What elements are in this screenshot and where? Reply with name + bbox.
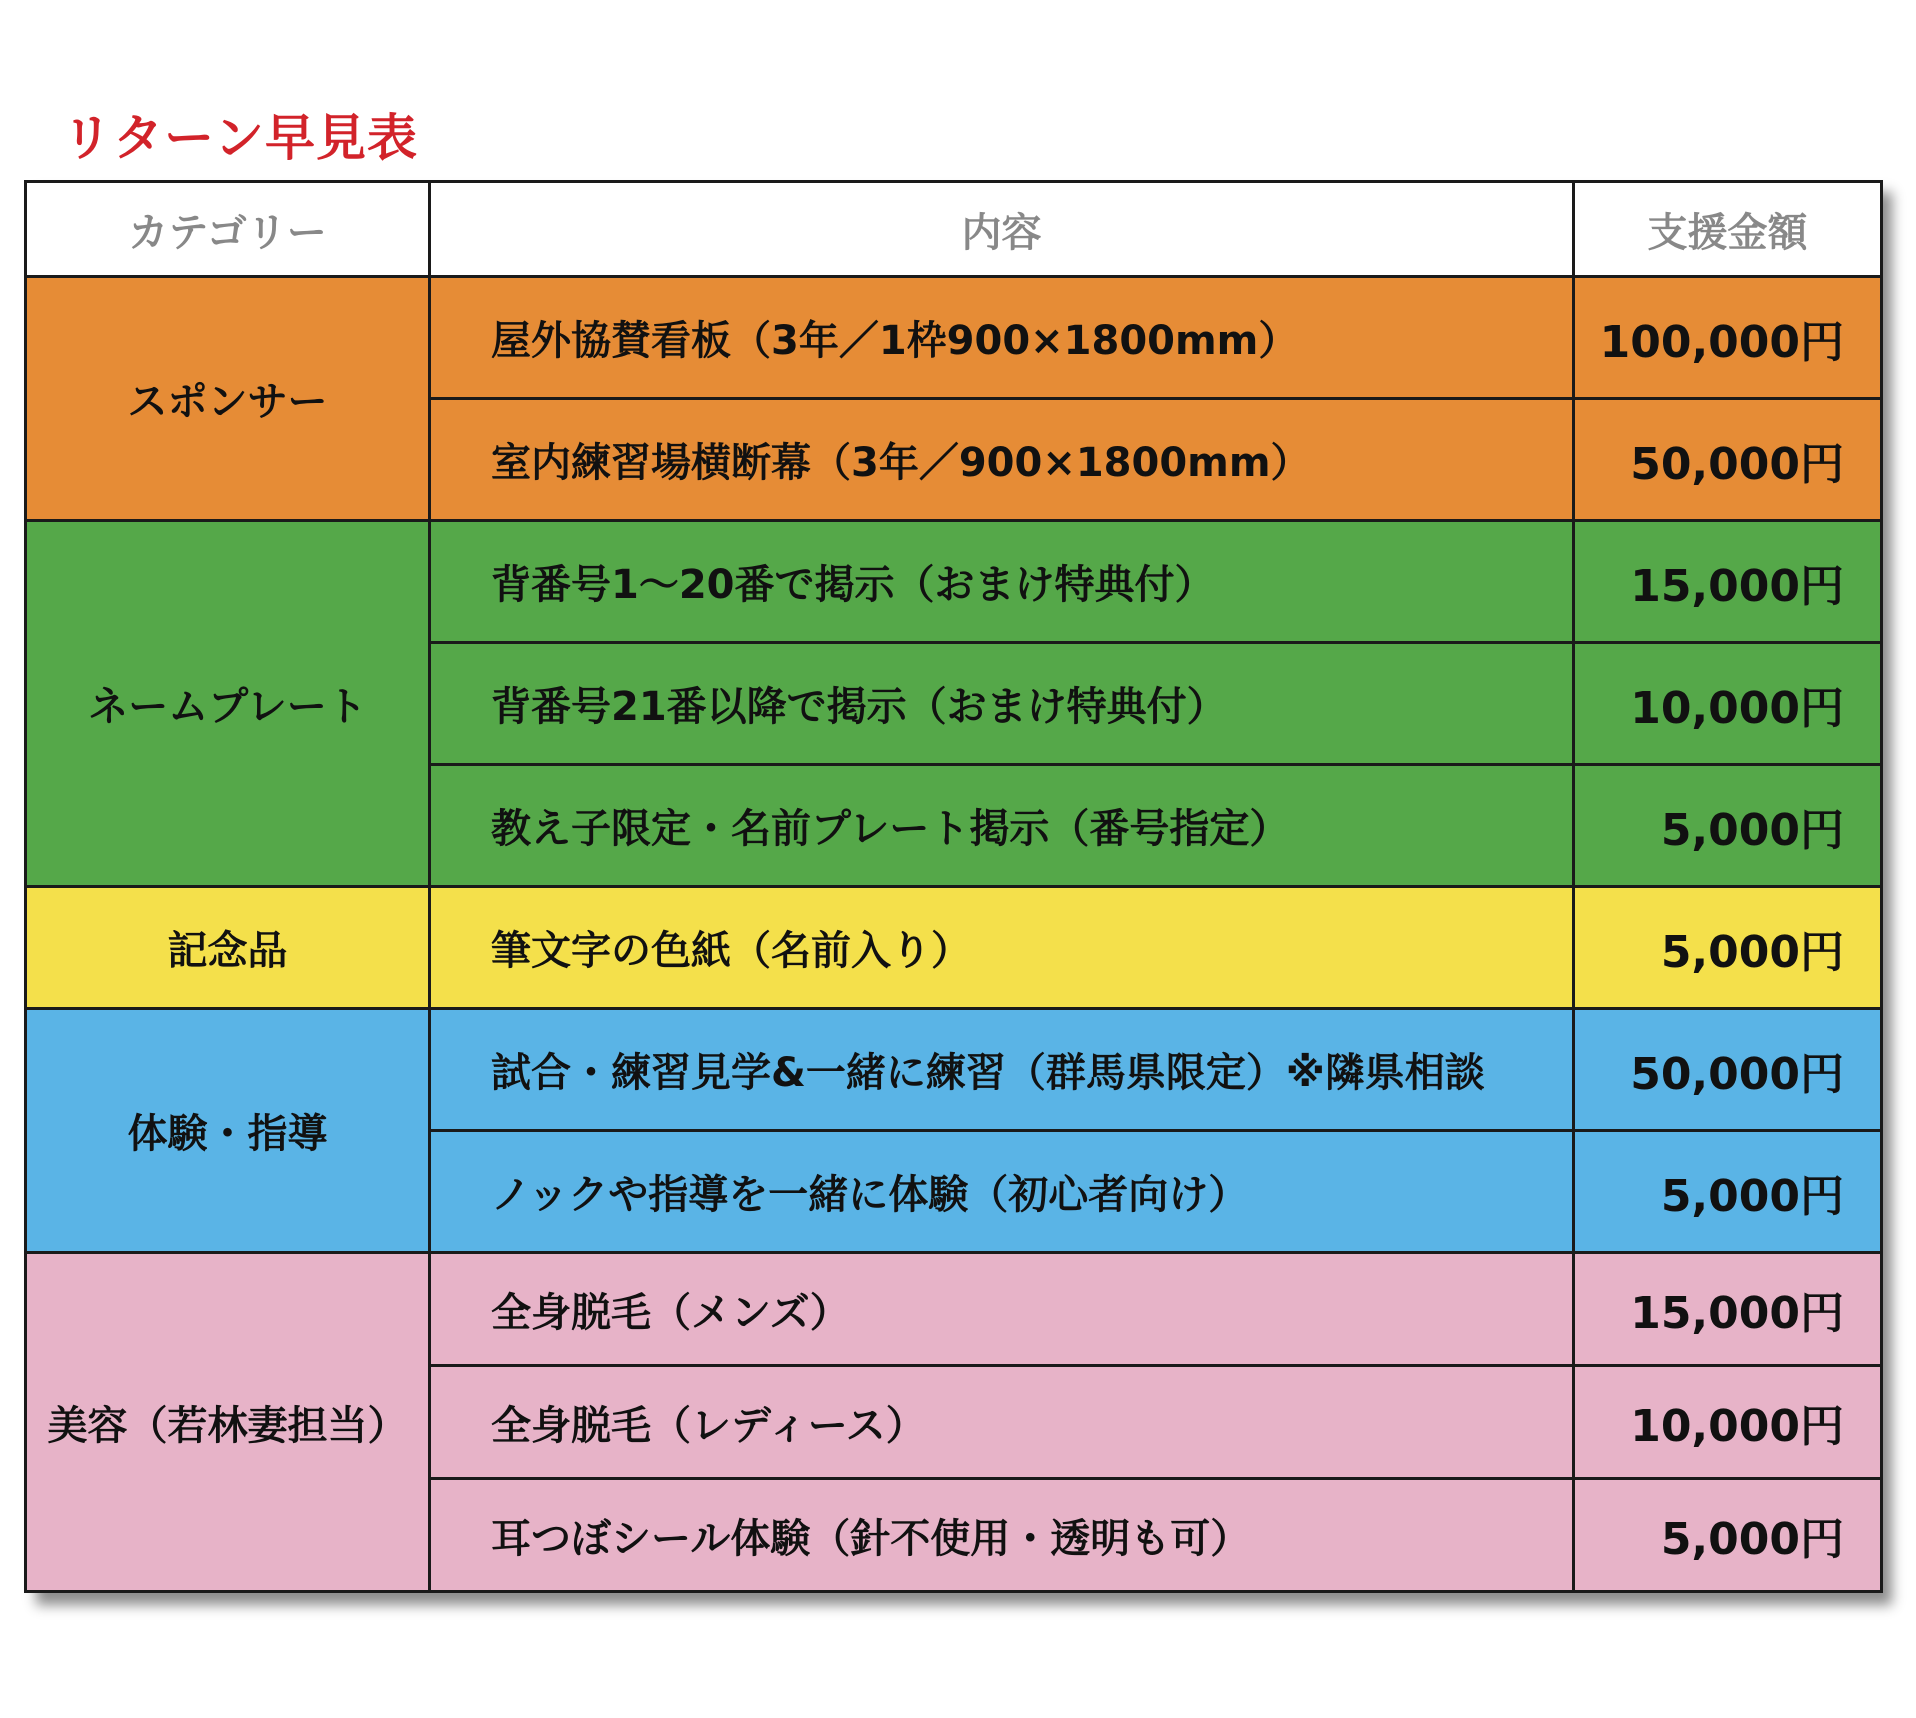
content-cell: 試合・練習見学&一緒に練習（群馬県限定）※隣県相談 bbox=[430, 1009, 1574, 1131]
amount-cell: 15,000円 bbox=[1574, 521, 1882, 643]
table-row bbox=[26, 887, 1882, 1009]
amount-cell: 50,000円 bbox=[1574, 1009, 1882, 1131]
content-cell: 筆文字の色紙（名前入り） bbox=[430, 887, 1574, 1009]
page-title: リターン早見表 bbox=[62, 109, 418, 167]
amount-cell: 100,000円 bbox=[1574, 277, 1882, 399]
category-cell-nameplate: ネームプレート bbox=[26, 521, 430, 887]
table-row bbox=[26, 277, 1882, 399]
amount-cell: 10,000円 bbox=[1574, 643, 1882, 765]
content-cell: ノックや指導を一緒に体験（初心者向け） bbox=[430, 1131, 1574, 1253]
header-row bbox=[26, 182, 1882, 277]
category-cell-sponsor: スポンサー bbox=[26, 277, 430, 521]
header-amount: 支援金額 bbox=[1574, 182, 1882, 277]
amount-cell: 10,000円 bbox=[1574, 1366, 1882, 1479]
content-cell: 教え子限定・名前プレート掲示（番号指定） bbox=[430, 765, 1574, 887]
content-cell: 室内練習場横断幕（3年／900×1800mm） bbox=[430, 399, 1574, 521]
amount-cell: 50,000円 bbox=[1574, 399, 1882, 521]
content-cell: 全身脱毛（レディース） bbox=[430, 1366, 1574, 1479]
table-row bbox=[26, 1009, 1882, 1131]
table-row bbox=[26, 521, 1882, 643]
category-cell-experience: 体験・指導 bbox=[26, 1009, 430, 1253]
header-content: 内容 bbox=[430, 182, 1574, 277]
header-category: カテゴリー bbox=[26, 182, 430, 277]
content-cell: 背番号1～20番で掲示（おまけ特典付） bbox=[430, 521, 1574, 643]
amount-cell: 5,000円 bbox=[1574, 1131, 1882, 1253]
content-cell: 屋外協賛看板（3年／1枠900×1800mm） bbox=[430, 277, 1574, 399]
amount-cell: 5,000円 bbox=[1574, 887, 1882, 1009]
table-row bbox=[26, 1253, 1882, 1366]
returns-table bbox=[24, 180, 1883, 1593]
content-cell: 耳つぼシール体験（針不使用・透明も可） bbox=[430, 1479, 1574, 1592]
category-cell-memento: 記念品 bbox=[26, 887, 430, 1009]
amount-cell: 5,000円 bbox=[1574, 1479, 1882, 1592]
category-cell-beauty: 美容（若林妻担当） bbox=[26, 1253, 430, 1592]
content-cell: 全身脱毛（メンズ） bbox=[430, 1253, 1574, 1366]
amount-cell: 15,000円 bbox=[1574, 1253, 1882, 1366]
amount-cell: 5,000円 bbox=[1574, 765, 1882, 887]
content-cell: 背番号21番以降で掲示（おまけ特典付） bbox=[430, 643, 1574, 765]
returns-table-container bbox=[24, 180, 1880, 1593]
